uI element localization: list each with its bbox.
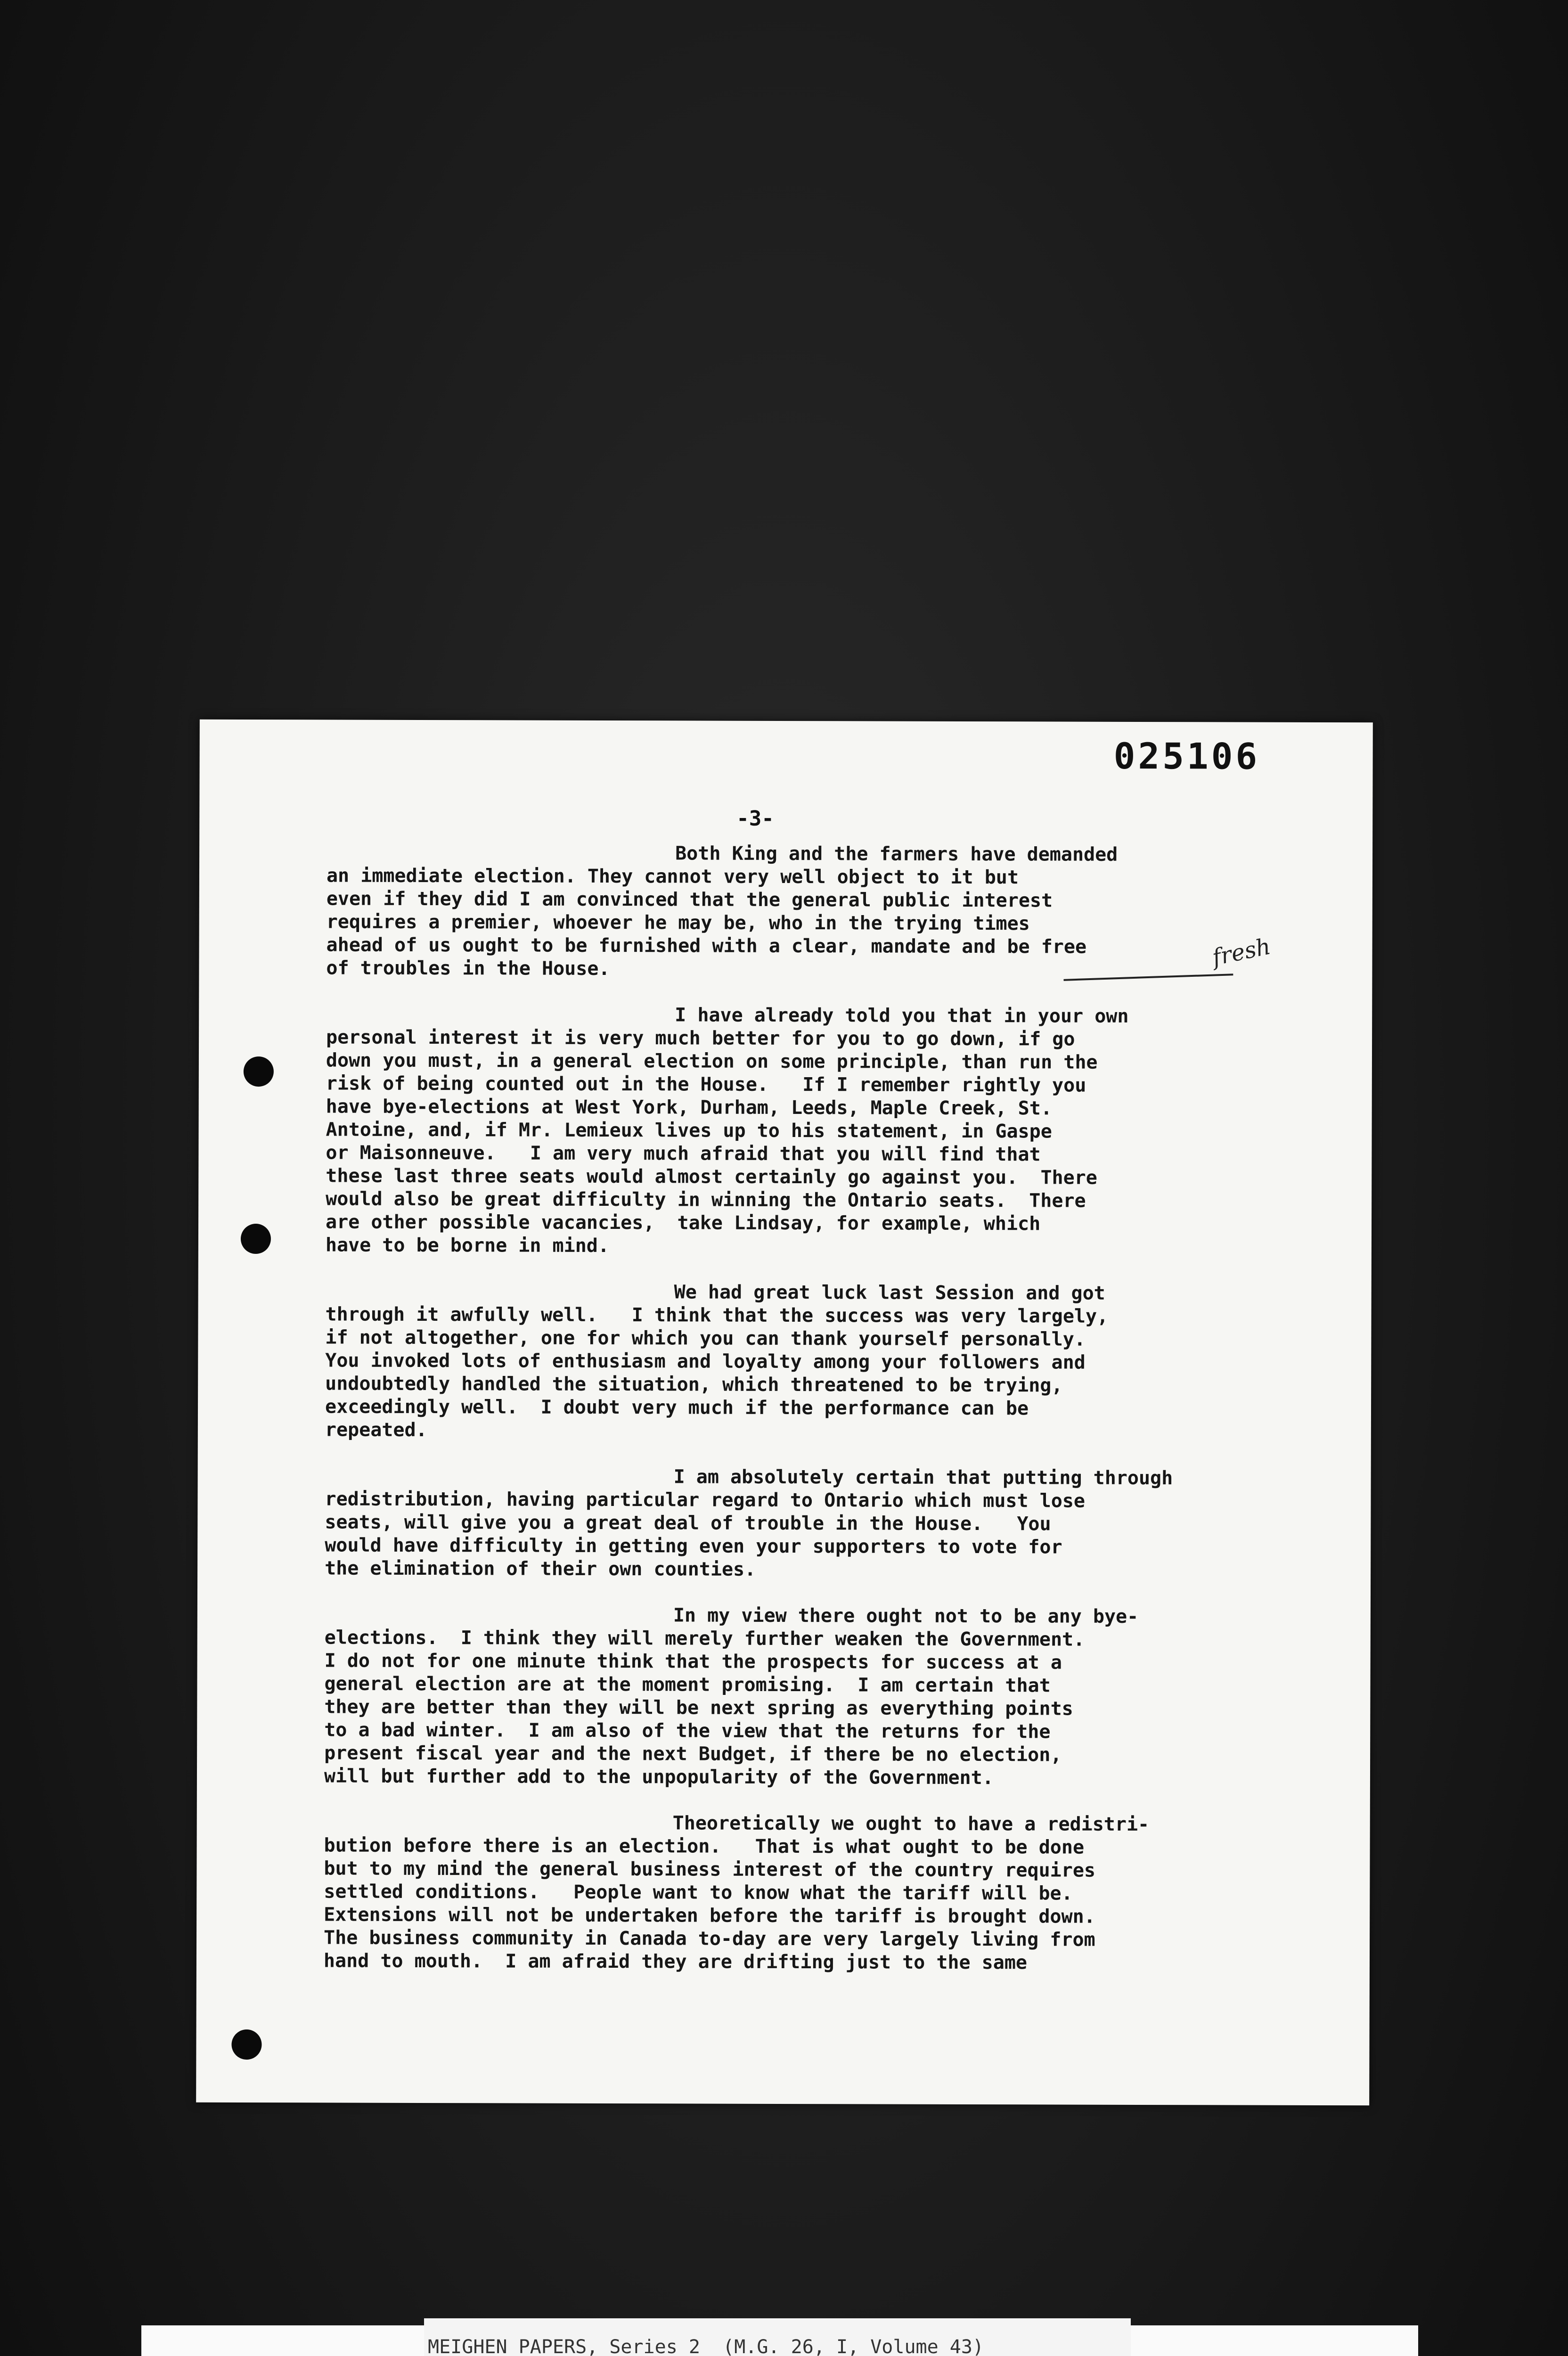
text-line: You invoked lots of enthusiasm and loyalty among your followers and [325,1350,1086,1374]
text-line: ahead of us ought to be furnished with a clear, mandate and be free [326,934,1087,958]
punch-hole [231,2029,261,2060]
text-line: would have difficulty in getting even your supporters to vote for [325,1534,1062,1558]
text-line: risk of being counted out in the House. If I remember rightly you [326,1072,1086,1096]
text-line: or Maisonneuve. I am very much afraid that you will find that [326,1142,1041,1166]
text-line: seats, will give you a great deal of trouble in the House. You [325,1511,1051,1535]
text-line: Theoretically we ought to have a redistri- [672,1812,1150,1836]
punch-hole [241,1224,271,1254]
text-line: I do not for one minute think that the prospects for success at a [324,1650,1062,1674]
text-line: of troubles in the House. [326,957,610,980]
text-line: have bye-elections at West York, Durham, Leeds, Maple Creek, St. [326,1096,1053,1120]
text-line: they are better than they will be next spring as everything points [324,1696,1073,1720]
handwritten-margin-note: fresh [1210,933,1273,971]
text-line: Antoine, and, if Mr. Lemieux lives up to his statement, in Gaspe [326,1119,1052,1143]
series-label: MEIGHEN PAPERS, Series 2 (M.G. 26, I, Volume 43) [428,2336,984,2356]
letter-paragraph [325,1280,1315,1444]
text-line: elections. I think they will merely further weaken the Government. [324,1627,1085,1651]
text-line: but to my mind the general business interest of the country requires [324,1857,1096,1882]
text-line: In my view there ought not to be any bye- [673,1604,1139,1628]
text-line: are other possible vacancies, take Lindsay, for example, which [325,1211,1041,1235]
letter-paragraph [326,841,1316,982]
text-line: have to be borne in mind. [325,1234,610,1257]
letter-paragraph [324,1811,1314,1975]
text-line: undoubtedly handled the situation, which threatened to be trying, [325,1373,1063,1397]
letter-body [324,841,1316,1998]
text-line: hand to mouth. I am afraid they are drifting just to the same [323,1950,1028,1974]
text-line: We had great luck last Session and got [674,1281,1105,1304]
text-line: Extensions will not be undertaken before the tariff is brought down. [324,1904,1095,1928]
text-line: redistribution, having particular regard to Ontario which must lose [325,1488,1086,1512]
text-line: The business community in Canada to-day are very largely living from [324,1927,1095,1951]
text-line: settled conditions. People want to know what the tariff will be. [324,1881,1073,1905]
text-line: would also be great difficulty in winning the Ontario seats. There [326,1188,1086,1212]
text-line: an immediate election. They cannot very well object to it but [326,865,1019,889]
document-number: 025106 [1113,735,1260,777]
text-line: repeated. [325,1419,427,1441]
text-line: these last three seats would almost certainly go against you. There [326,1165,1097,1189]
text-line: through it awfully well. I think that the success was very largely, [325,1303,1109,1327]
text-line: exceedingly well. I doubt very much if the performance can be [325,1396,1029,1420]
page-number: -3- [736,806,774,831]
text-line: to a bad winter. I am also of the view that the returns for the [324,1719,1051,1743]
text-line: requires a premier, whoever he may be, who in the trying times [326,911,1030,935]
text-line: present fiscal year and the next Budget, if there be no election, [324,1742,1062,1766]
letter-paragraph [324,1603,1314,1790]
text-line: I have already told you that in your own [675,1004,1129,1027]
text-line: I am absolutely certain that putting through [673,1466,1173,1489]
letter-paragraph [325,1464,1315,1582]
text-line: general election are at the moment promising. I am certain that [324,1673,1051,1697]
letter-page [196,720,1373,2106]
letter-paragraph [326,1003,1315,1259]
text-line: personal interest it is very much better for you to go down, if go [326,1026,1075,1050]
text-line: even if they did I am convinced that the general public interest [326,888,1053,912]
text-line: the elimination of their own counties. [325,1557,756,1580]
text-line: down you must, in a general election on some principle, than run the [326,1049,1098,1073]
punch-hole [244,1056,274,1087]
text-line: Both King and the farmers have demanded [675,843,1118,866]
text-line: if not altogether, one for which you can thank yourself personally. [325,1326,1086,1350]
text-line: bution before there is an election. That is what ought to be done [324,1834,1085,1858]
text-line: will but further add to the unpopularity of the Government. [324,1765,994,1789]
